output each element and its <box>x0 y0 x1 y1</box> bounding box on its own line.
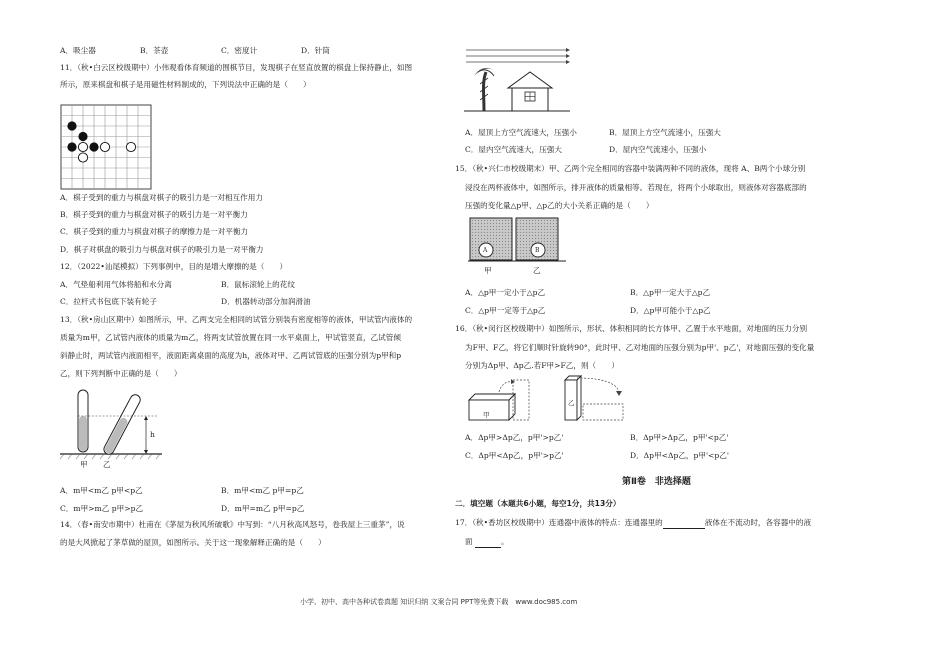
q17-text-part1: 17．（秋•香坊区校级期中）连通器中液体的特点：连通器里的 <box>455 518 663 527</box>
q11-option-d: D．棋子对棋盘的吸引力与棋盘对棋子的吸引力是一对平衡力 <box>60 245 264 254</box>
q10-option-a: A．吸尘器 <box>60 46 96 55</box>
q17-text-part2: 液体在不流动时，各容器中的液 <box>704 518 812 527</box>
q17-blank-1[interactable] <box>663 518 705 529</box>
q15-fig-ball-a-label: A <box>483 247 488 254</box>
q10-option-c: C．密度计 <box>221 46 258 55</box>
q16-fig-jia-label: 甲 <box>483 411 490 419</box>
rotated-blocks-figure <box>465 374 635 426</box>
q14-option-c: C．屋内空气流速大，压强大 <box>465 145 562 154</box>
page-footer: 小学、初中、高中各种试卷真题 知识归纳 文案合同 PPT等免费下载 www.doc985.com <box>300 598 578 606</box>
q11-text-line1: 11．（秋•白云区校级期中）小伟观看体育频道的围棋节目，发现棋子在竖直放置的棋盘上保持静止，如图 <box>60 63 413 72</box>
q15-fig-jia-label: 甲 <box>484 266 492 275</box>
q15-option-d: D．△p甲可能小于△p乙 <box>630 306 711 315</box>
q14-option-d: D．屋内空气流速小，压强小 <box>609 145 707 154</box>
q13-option-b: B．m甲<m乙 p甲=p乙 <box>221 486 304 495</box>
q12-text-line1: 12．（2022•汕尾模拟）下列事例中，目的是增大摩擦的是（ ） <box>60 262 288 271</box>
q11-option-b: B．棋子受到的重力与棋盘对棋子的吸引力是一对平衡力 <box>60 210 248 219</box>
q16-option-b: B．Δp甲>Δp乙，p甲'<p乙' <box>630 433 729 442</box>
white-stone <box>78 142 87 151</box>
q13-option-c: C．m甲>m乙 p甲>p乙 <box>60 504 144 513</box>
q13-text-line2: 质量为m甲，乙试管内液体的质量为m乙，将两支试管放置在同一水平桌面上，甲试管竖直，乙试管倾 <box>60 333 401 342</box>
q12-option-c: C．拉杆式书包底下装有轮子 <box>60 297 157 306</box>
q17-text-line1 <box>455 518 811 529</box>
q15-option-a: A．△p甲一定小于△p乙 <box>465 288 546 297</box>
q15-fig-yi-label: 乙 <box>533 266 541 275</box>
q11-option-a: A．棋子受到的重力与棋盘对棋子的吸引力是一对相互作用力 <box>60 193 263 202</box>
q12-option-b: B．鼠标滚轮上的花纹 <box>221 280 295 289</box>
q10-option-b: B．茶壶 <box>140 46 169 55</box>
q12-option-d: D．机器转动部分加润滑油 <box>221 297 311 306</box>
q13-fig-h-label: h <box>150 430 155 439</box>
q13-fig-yi-label: 乙 <box>103 460 111 469</box>
q13-text-line4: 乙，则下列判断中正确的是（ ） <box>60 369 182 378</box>
test-tube-figure <box>58 388 178 468</box>
q15-option-c: C．△p甲一定等于△p乙 <box>465 306 546 315</box>
q15-fig-ball-b-label: B <box>535 247 540 254</box>
q14-text-line1: 14．（春•南安市期中）杜甫在《茅屋为秋风所破歌》中写到：“八月秋高风怒号，卷我屋上三重茅”，说 <box>60 520 405 529</box>
q13-option-d: D．m甲=m乙 p甲=p乙 <box>221 504 305 513</box>
q17-blank-2[interactable] <box>475 537 501 548</box>
house-wind-figure <box>462 44 574 116</box>
white-stone <box>126 142 135 151</box>
black-stone <box>67 121 76 130</box>
q12-option-a: A．气垫船利用气体将船和水分离 <box>60 280 172 289</box>
q15-text-line3: 压强的变化量△p甲、△p乙的大小关系正确的是（ ） <box>465 201 654 210</box>
q11-text-line2: 所示，原来棋盘和棋子是用磁性材料制成的，下列说法中正确的是（ ） <box>60 80 311 89</box>
section-2-title: 第Ⅱ卷 非选择题 <box>622 477 691 487</box>
black-stone <box>89 142 98 151</box>
q15-text-line2: 浸没在两杯液体中，如图所示，排开液体的质量相等。若现在，将两个小球取出，则液体对容器底部的 <box>465 183 807 192</box>
q16-text-line1: 16．（秋•闵行区校级期中）如图所示，形状、体积相同的长方体甲、乙置于水平地面，对地面的压力分别 <box>455 324 808 333</box>
containers-figure <box>468 216 574 266</box>
q16-option-d: D．Δp甲<Δp乙，p甲'<p乙' <box>630 451 729 460</box>
q13-text-line3: 斜静止时，两试管内液面相平，液面距离桌面的高度为h，液体对甲、乙两试管底的压强分别为p甲和p <box>60 351 402 360</box>
q17-text-part3: 面 <box>465 537 473 546</box>
q13-text-line1: 13．（秋•房山区期中）如图所示，甲、乙两支完全相同的试管分别装有密度相等的液体，甲试管内液体的 <box>60 315 413 324</box>
q16-text-line3: 分别为Δp甲、Δp乙.若F甲>F乙，则（ ） <box>465 361 619 370</box>
q14-text-line2: 的是大风掀起了茅草做的屋顶，如图所示。关于这一现象解释正确的是（ ） <box>60 538 326 547</box>
fill-in-section-header: 二．填空题（本题共6小题，每空1分，共13分） <box>455 499 621 508</box>
q16-fig-yi-label: 乙 <box>568 399 575 407</box>
q10-option-d: D．针筒 <box>301 46 330 55</box>
black-stone <box>78 132 87 141</box>
q16-option-a: A．Δp甲>Δp乙，p甲'>p乙' <box>465 433 564 442</box>
white-stone <box>78 153 87 162</box>
white-stone <box>100 142 109 151</box>
q17-text-line2: 面 。 <box>465 537 509 546</box>
q11-option-c: C．棋子受到的重力与棋盘对棋子的摩擦力是一对平衡力 <box>60 227 249 236</box>
q14-option-a: A．屋顶上方空气流速大，压强小 <box>465 128 577 137</box>
q13-option-a: A．m甲<m乙 p甲<p乙 <box>60 486 143 495</box>
q15-text-line1: 15．（秋•兴仁市校级期末）甲、乙两个完全相同的容器中装满两种不同的液体，现将 A、B两个小球分别 <box>455 164 806 173</box>
q16-text-line2: 为F甲、F乙，将它们顺时针旋转90°，此时甲、乙对地面的压强分别为p甲'、p乙'，对地面压强的变化量 <box>465 343 815 352</box>
q16-option-c: C．Δp甲<Δp乙，p甲'>p乙' <box>465 451 564 460</box>
q13-fig-jia-label: 甲 <box>80 460 88 469</box>
q14-option-b: B．屋顶上方空气流速小，压强大 <box>609 128 721 137</box>
go-board-figure <box>60 104 152 190</box>
black-stone <box>67 142 76 151</box>
q15-option-b: B．△p甲一定大于△p乙 <box>630 288 711 297</box>
